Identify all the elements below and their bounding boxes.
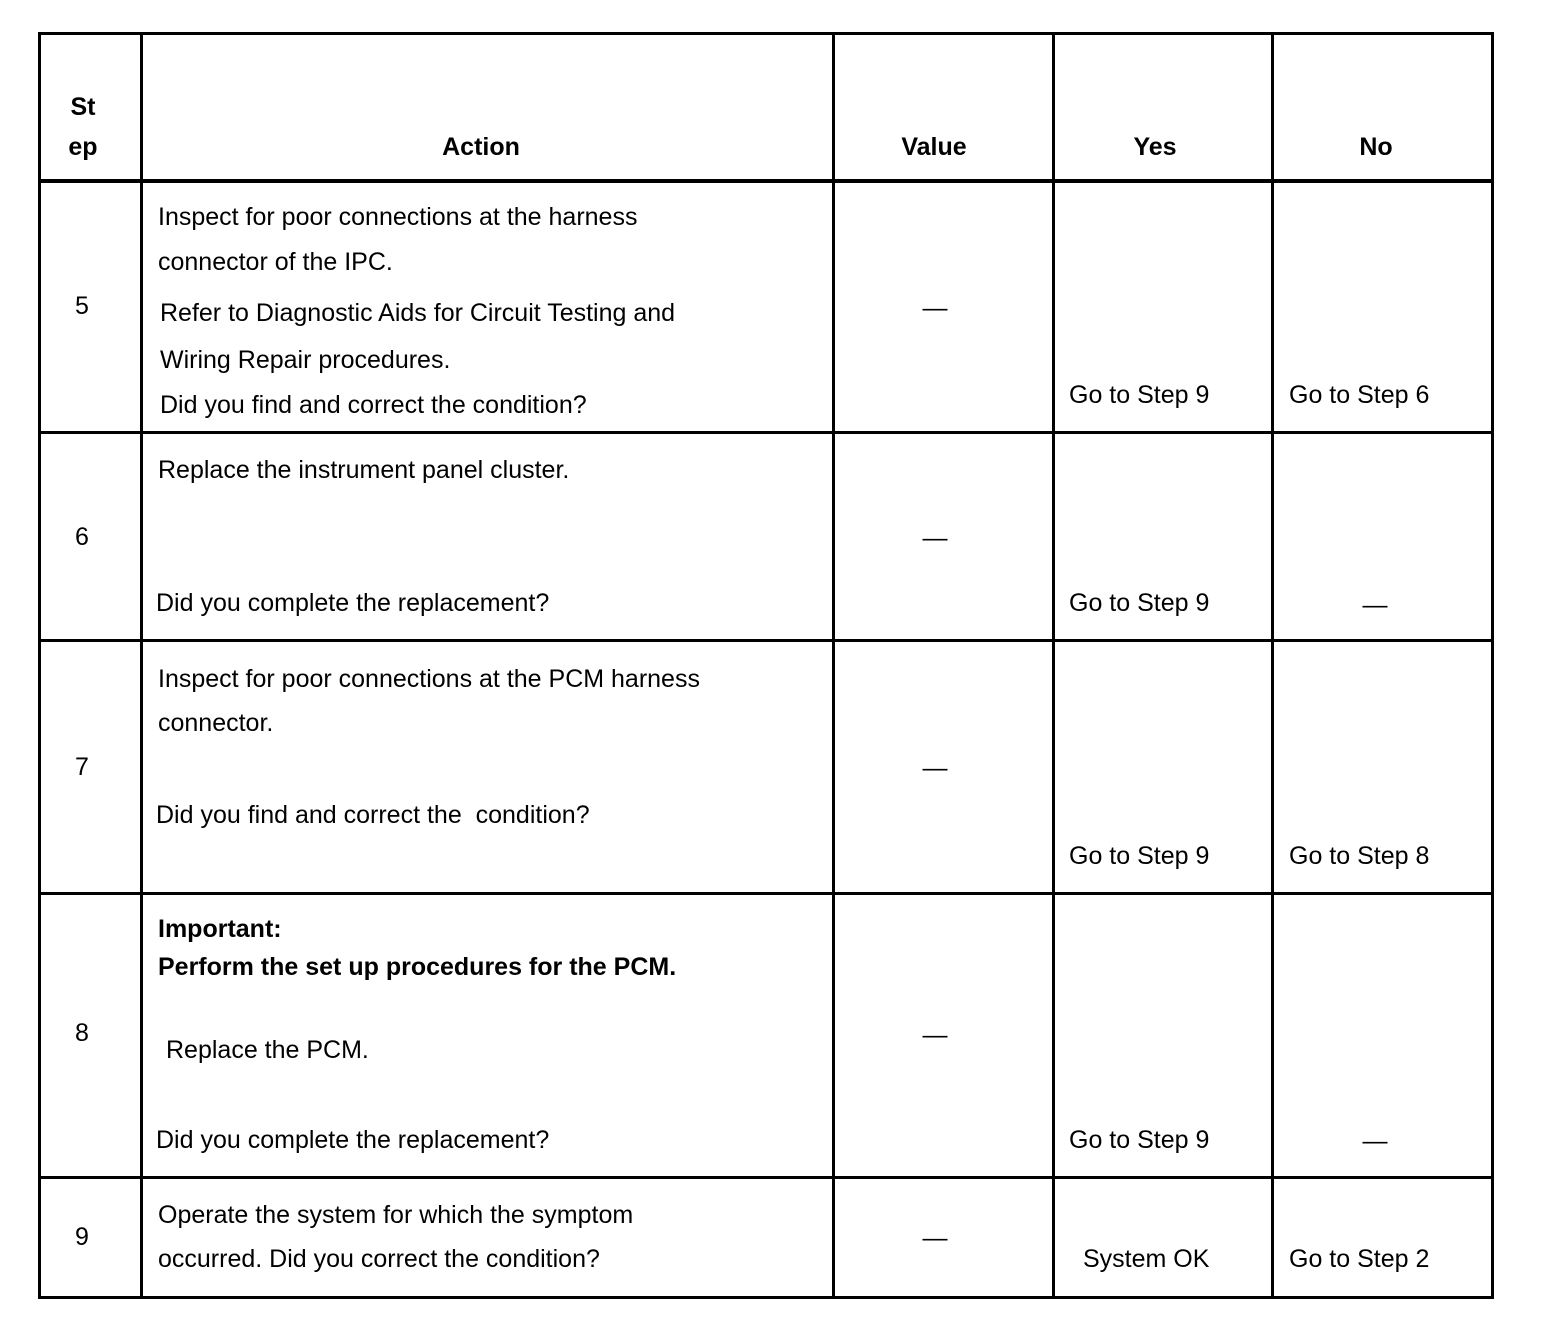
important-note: Perform the set up procedures for the PCM. [158,953,677,981]
no-cell: — [1362,1127,1388,1155]
row-divider [38,1176,1494,1179]
value-cell: — [922,294,948,322]
header-step: St [70,93,96,121]
value-cell: — [922,1021,948,1049]
no-cell: Go to Step 6 [1289,381,1430,409]
row-divider [38,431,1494,434]
action-text: occurred. Did you correct the condition? [158,1245,600,1273]
value-cell: — [922,754,948,782]
step-number: 8 [75,1019,89,1047]
step-number: 6 [75,523,89,551]
header-no: No [1359,133,1393,161]
action-text: connector of the IPC. [158,248,393,276]
yes-cell: Go to Step 9 [1069,1126,1210,1154]
header-value: Value [901,133,967,161]
action-text: Inspect for poor connections at the harness [158,203,638,231]
column-divider [1271,33,1274,1299]
table-border [38,32,1494,35]
step-number: 5 [75,292,89,320]
column-divider [832,33,835,1299]
action-text: Did you complete the replacement? [156,1126,550,1154]
header-action: Action [442,133,520,161]
step-number: 7 [75,753,89,781]
action-text: Did you find and correct the condition? [160,391,587,419]
value-cell: — [922,524,948,552]
yes-cell: Go to Step 9 [1069,381,1210,409]
no-cell: — [1362,591,1388,619]
yes-cell: System OK [1083,1245,1210,1273]
header-step: ep [68,133,98,161]
action-text: connector. [158,709,274,737]
column-divider [140,33,143,1299]
action-text: Operate the system for which the symptom [158,1201,634,1229]
table-border [38,1296,1494,1299]
action-text: Wiring Repair procedures. [160,346,451,374]
action-text: Replace the instrument panel cluster. [158,456,570,484]
row-divider [38,639,1494,642]
yes-cell: Go to Step 9 [1069,589,1210,617]
column-divider [1491,33,1494,1299]
no-cell: Go to Step 8 [1289,842,1430,870]
no-cell: Go to Step 2 [1289,1245,1430,1273]
yes-cell: Go to Step 9 [1069,842,1210,870]
action-text: Inspect for poor connections at the PCM harness [158,665,700,693]
row-divider [38,892,1494,895]
action-text: Did you find and correct the condition? [156,801,590,829]
column-divider [38,33,41,1299]
action-text: Did you complete the replacement? [156,589,550,617]
action-text: Refer to Diagnostic Aids for Circuit Testing and [160,299,676,327]
column-divider [1052,33,1055,1299]
action-text: Replace the PCM. [166,1036,369,1064]
value-cell: — [922,1224,948,1252]
header-yes: Yes [1133,133,1177,161]
important-label: Important: [158,915,282,943]
step-number: 9 [75,1223,89,1251]
header-divider [38,179,1494,183]
